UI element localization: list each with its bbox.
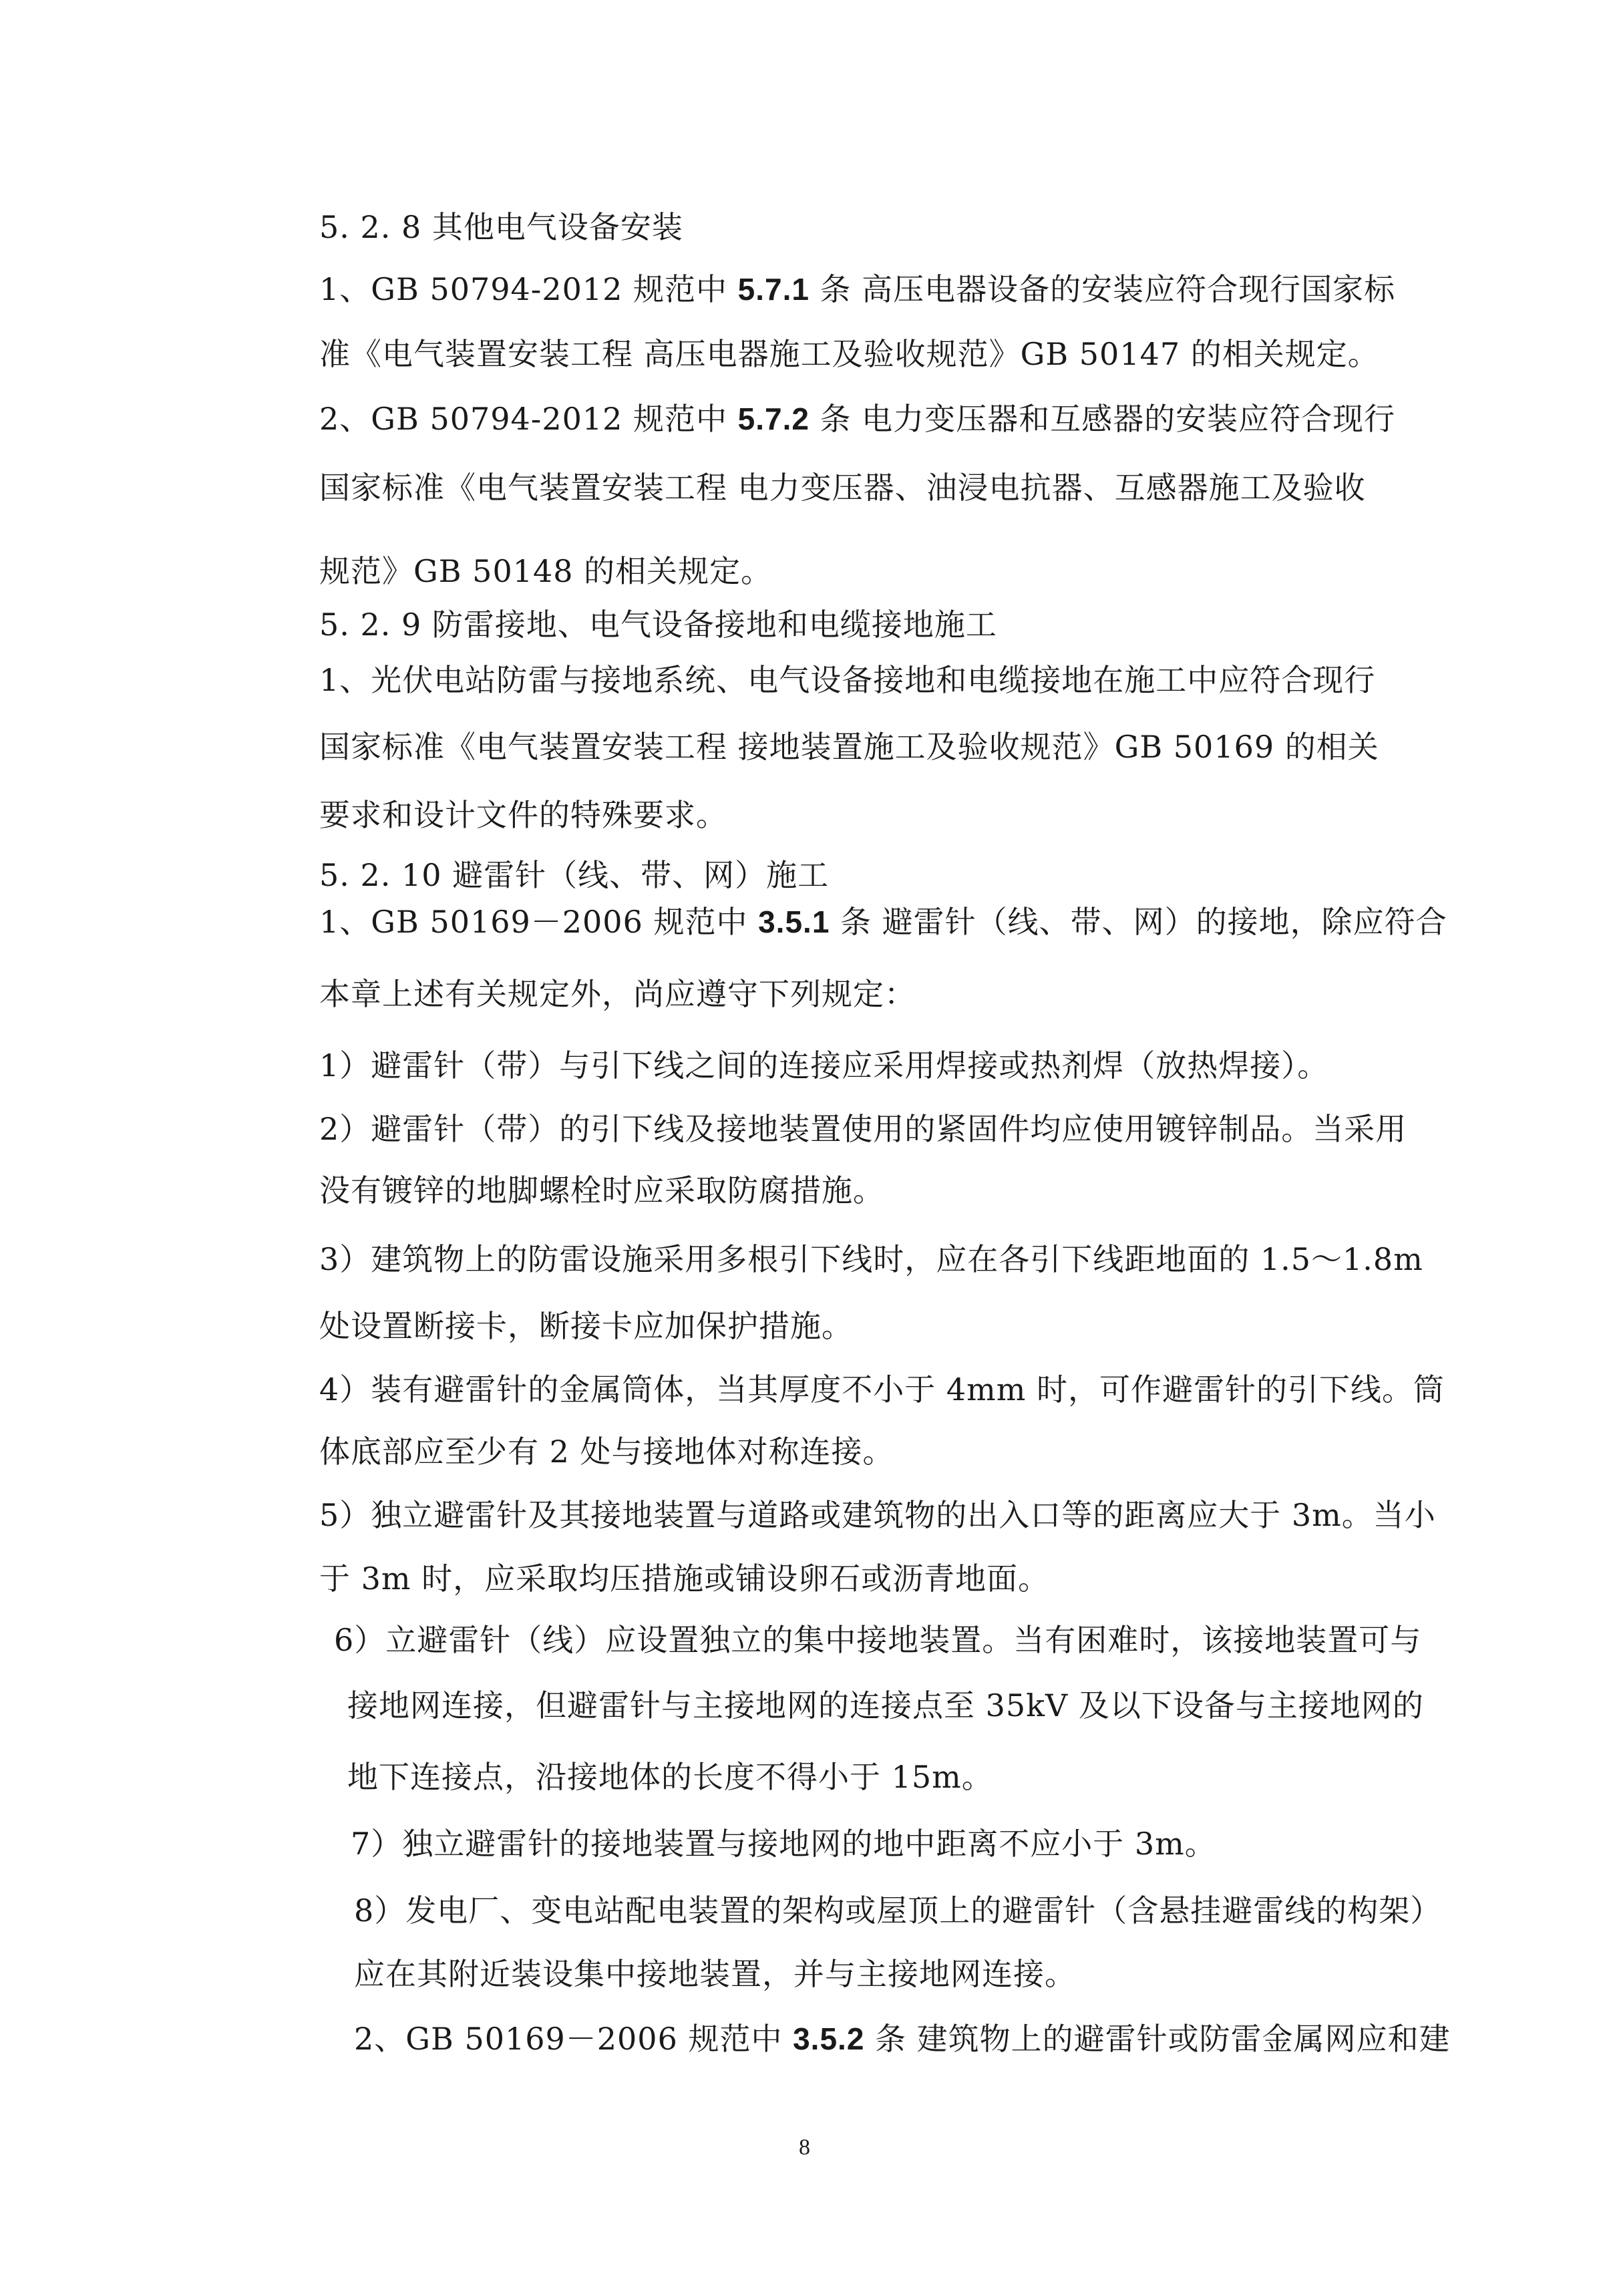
s528-item2-line3: 规范》GB 50148 的相关规定。 <box>319 553 773 589</box>
s528-item1-line1 <box>319 269 1395 309</box>
rule-6-line-3: 地下连接点，沿接地体的长度不得小于 15m。 <box>347 1759 993 1795</box>
s5210-item1-clause: 3.5.1 <box>758 905 830 939</box>
rule-2-line-1: 2）避雷针（带）的引下线及接地装置使用的紧固件均应使用镀锌制品。当采用 <box>319 1111 1407 1147</box>
s528-item1-suffix: 条 高压电器设备的安装应符合现行国家标 <box>809 271 1396 307</box>
rule-4-line-1: 4）装有避雷针的金属筒体，当其厚度不小于 4mm 时，可作避雷针的引下线。筒 <box>319 1371 1445 1408</box>
rule-1-line-1: 1）避雷针（带）与引下线之间的连接应采用焊接或热剂焊（放热焊接）。 <box>319 1047 1329 1084</box>
s529-item1-line1: 1、光伏电站防雷与接地系统、电气设备接地和电缆接地在施工中应符合现行 <box>319 662 1376 698</box>
s528-item1-prefix: 1、GB 50794-2012 规范中 <box>319 271 738 307</box>
s5210-item2-clause: 3.5.2 <box>793 2021 865 2056</box>
s5210-item2-line1 <box>354 2019 1451 2059</box>
rule-2-line-2: 没有镀锌的地脚螺栓时应采取防腐措施。 <box>319 1172 884 1208</box>
rule-8-line-2: 应在其附近装设集中接地装置，并与主接地网连接。 <box>354 1956 1076 1992</box>
rule-5-line-1: 5）独立避雷针及其接地装置与道路或建筑物的出入口等的距离应大于 3m。当小 <box>319 1497 1436 1533</box>
s528-item2-clause: 5.7.2 <box>737 401 810 436</box>
page-number: 8 <box>799 2135 810 2160</box>
s5210-item2-prefix: 2、GB 50169－2006 规范中 <box>354 2021 793 2057</box>
s528-item2-line2: 国家标准《电气装置安装工程 电力变压器、油浸电抗器、互感器施工及验收 <box>319 470 1366 506</box>
s528-item2-line1 <box>319 399 1395 439</box>
rule-5-line-2: 于 3m 时，应采取均压措施或铺设卵石或沥青地面。 <box>319 1561 1050 1597</box>
s528-item2-suffix: 条 电力变压器和互感器的安装应符合现行 <box>809 401 1396 437</box>
rule-3-line-2: 处设置断接卡，断接卡应加保护措施。 <box>319 1308 853 1344</box>
s5210-item2-suffix: 条 建筑物上的避雷针或防雷金属网应和建 <box>864 2021 1451 2057</box>
section-heading-5-2-10: 5. 2. 10 避雷针（线、带、网）施工 <box>319 857 830 893</box>
s528-item2-prefix: 2、GB 50794-2012 规范中 <box>319 401 738 437</box>
s529-item1-line2: 国家标准《电气装置安装工程 接地装置施工及验收规范》GB 50169 的相关 <box>319 729 1379 765</box>
rule-3-line-1: 3）建筑物上的防雷设施采用多根引下线时，应在各引下线距地面的 1.5～1.8m <box>319 1241 1423 1277</box>
s5210-item1-suffix: 条 避雷针（线、带、网）的接地，除应符合 <box>830 904 1447 940</box>
s5210-item1-line2: 本章上述有关规定外，尚应遵守下列规定： <box>319 976 916 1012</box>
s5210-item1-prefix: 1、GB 50169－2006 规范中 <box>319 904 759 940</box>
rule-6-line-2: 接地网连接，但避雷针与主接地网的连接点至 35kV 及以下设备与主接地网的 <box>347 1687 1424 1724</box>
s528-item1-line2: 准《电气装置安装工程 高压电器施工及验收规范》GB 50147 的相关规定。 <box>319 336 1379 372</box>
section-heading-5-2-9: 5. 2. 9 防雷接地、电气设备接地和电缆接地施工 <box>319 607 997 643</box>
rule-8-line-1: 8）发电厂、变电站配电装置的架构或屋顶上的避雷针（含悬挂避雷线的构架） <box>354 1893 1442 1929</box>
s528-item1-clause: 5.7.1 <box>737 272 810 307</box>
section-heading-5-2-8: 5. 2. 8 其他电气设备安装 <box>319 209 683 245</box>
rule-7-line-1: 7）独立避雷针的接地装置与接地网的地中距离不应小于 3m。 <box>351 1826 1216 1862</box>
s5210-item1-line1 <box>319 902 1447 942</box>
rule-4-line-2: 体底部应至少有 2 处与接地体对称连接。 <box>319 1434 894 1470</box>
s529-item1-line3: 要求和设计文件的特殊要求。 <box>319 797 727 833</box>
rule-6-line-1: 6）立避雷针（线）应设置独立的集中接地装置。当有困难时，该接地装置可与 <box>334 1622 1422 1658</box>
